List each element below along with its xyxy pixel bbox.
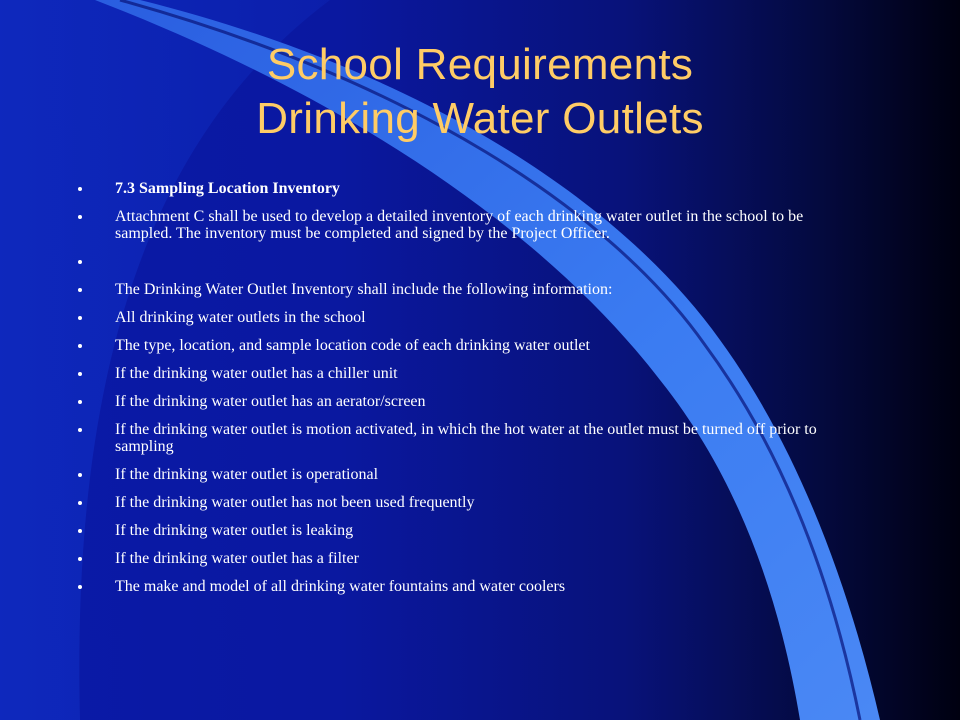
title-line-2: Drinking Water Outlets [256,94,704,143]
bullet-text: The make and model of all drinking water fountains and water coolers [115,578,566,595]
bullet-item [78,550,858,567]
bullet-dot-icon [78,529,82,533]
bullet-text: The type, location, and sample location code of each drinking water outlet [115,337,590,354]
bullet-text: If the drinking water outlet has an aerator/screen [115,393,426,410]
bullet-dot-icon [78,400,82,404]
bullet-dot-icon [78,316,82,320]
title-line-1: School Requirements [266,40,694,89]
bullet-dot-icon [78,187,82,191]
slide-title [0,38,960,146]
bullet-item [78,208,858,242]
bullet-item [78,578,858,595]
bullet-item [78,393,858,410]
bullet-item [78,365,858,382]
bullet-dot-icon [78,372,82,376]
bullet-text: If the drinking water outlet has a filter [115,550,359,567]
bullet-dot-icon [78,428,82,432]
bullet-dot-icon [78,215,82,219]
bullet-item [78,494,858,511]
bullet-dot-icon [78,557,82,561]
bullet-text: If the drinking water outlet is operational [115,466,379,483]
bullet-item [78,180,858,197]
bullet-dot-icon [78,260,82,264]
bullet-item [78,337,858,354]
bullet-text: If the drinking water outlet has not been used frequently [115,494,475,511]
bullet-item [78,466,858,483]
bullet-text: All drinking water outlets in the school [115,309,366,326]
bullet-dot-icon [78,288,82,292]
bullet-text: Attachment C shall be used to develop a detailed inventory of each drinking water outlet in the school to be sampled. The inventory must be completed and signed by the Project Officer. [115,208,804,242]
bullet-item [78,309,858,326]
bullet-text: The Drinking Water Outlet Inventory shall include the following information: [115,281,613,298]
bullet-item [78,281,858,298]
bullet-text: If the drinking water outlet has a chiller unit [115,365,398,382]
bullet-dot-icon [78,344,82,348]
bullet-text: 7.3 Sampling Location Inventory [115,180,340,197]
bullet-list [78,180,858,606]
bullet-item [78,522,858,539]
bullet-dot-icon [78,473,82,477]
bullet-dot-icon [78,585,82,589]
bullet-item [78,253,858,270]
bullet-text: If the drinking water outlet is motion activated, in which the hot water at the outlet must be turned off prior to sampling [115,421,817,455]
bullet-item [78,421,858,455]
bullet-text: If the drinking water outlet is leaking [115,522,354,539]
bullet-dot-icon [78,501,82,505]
